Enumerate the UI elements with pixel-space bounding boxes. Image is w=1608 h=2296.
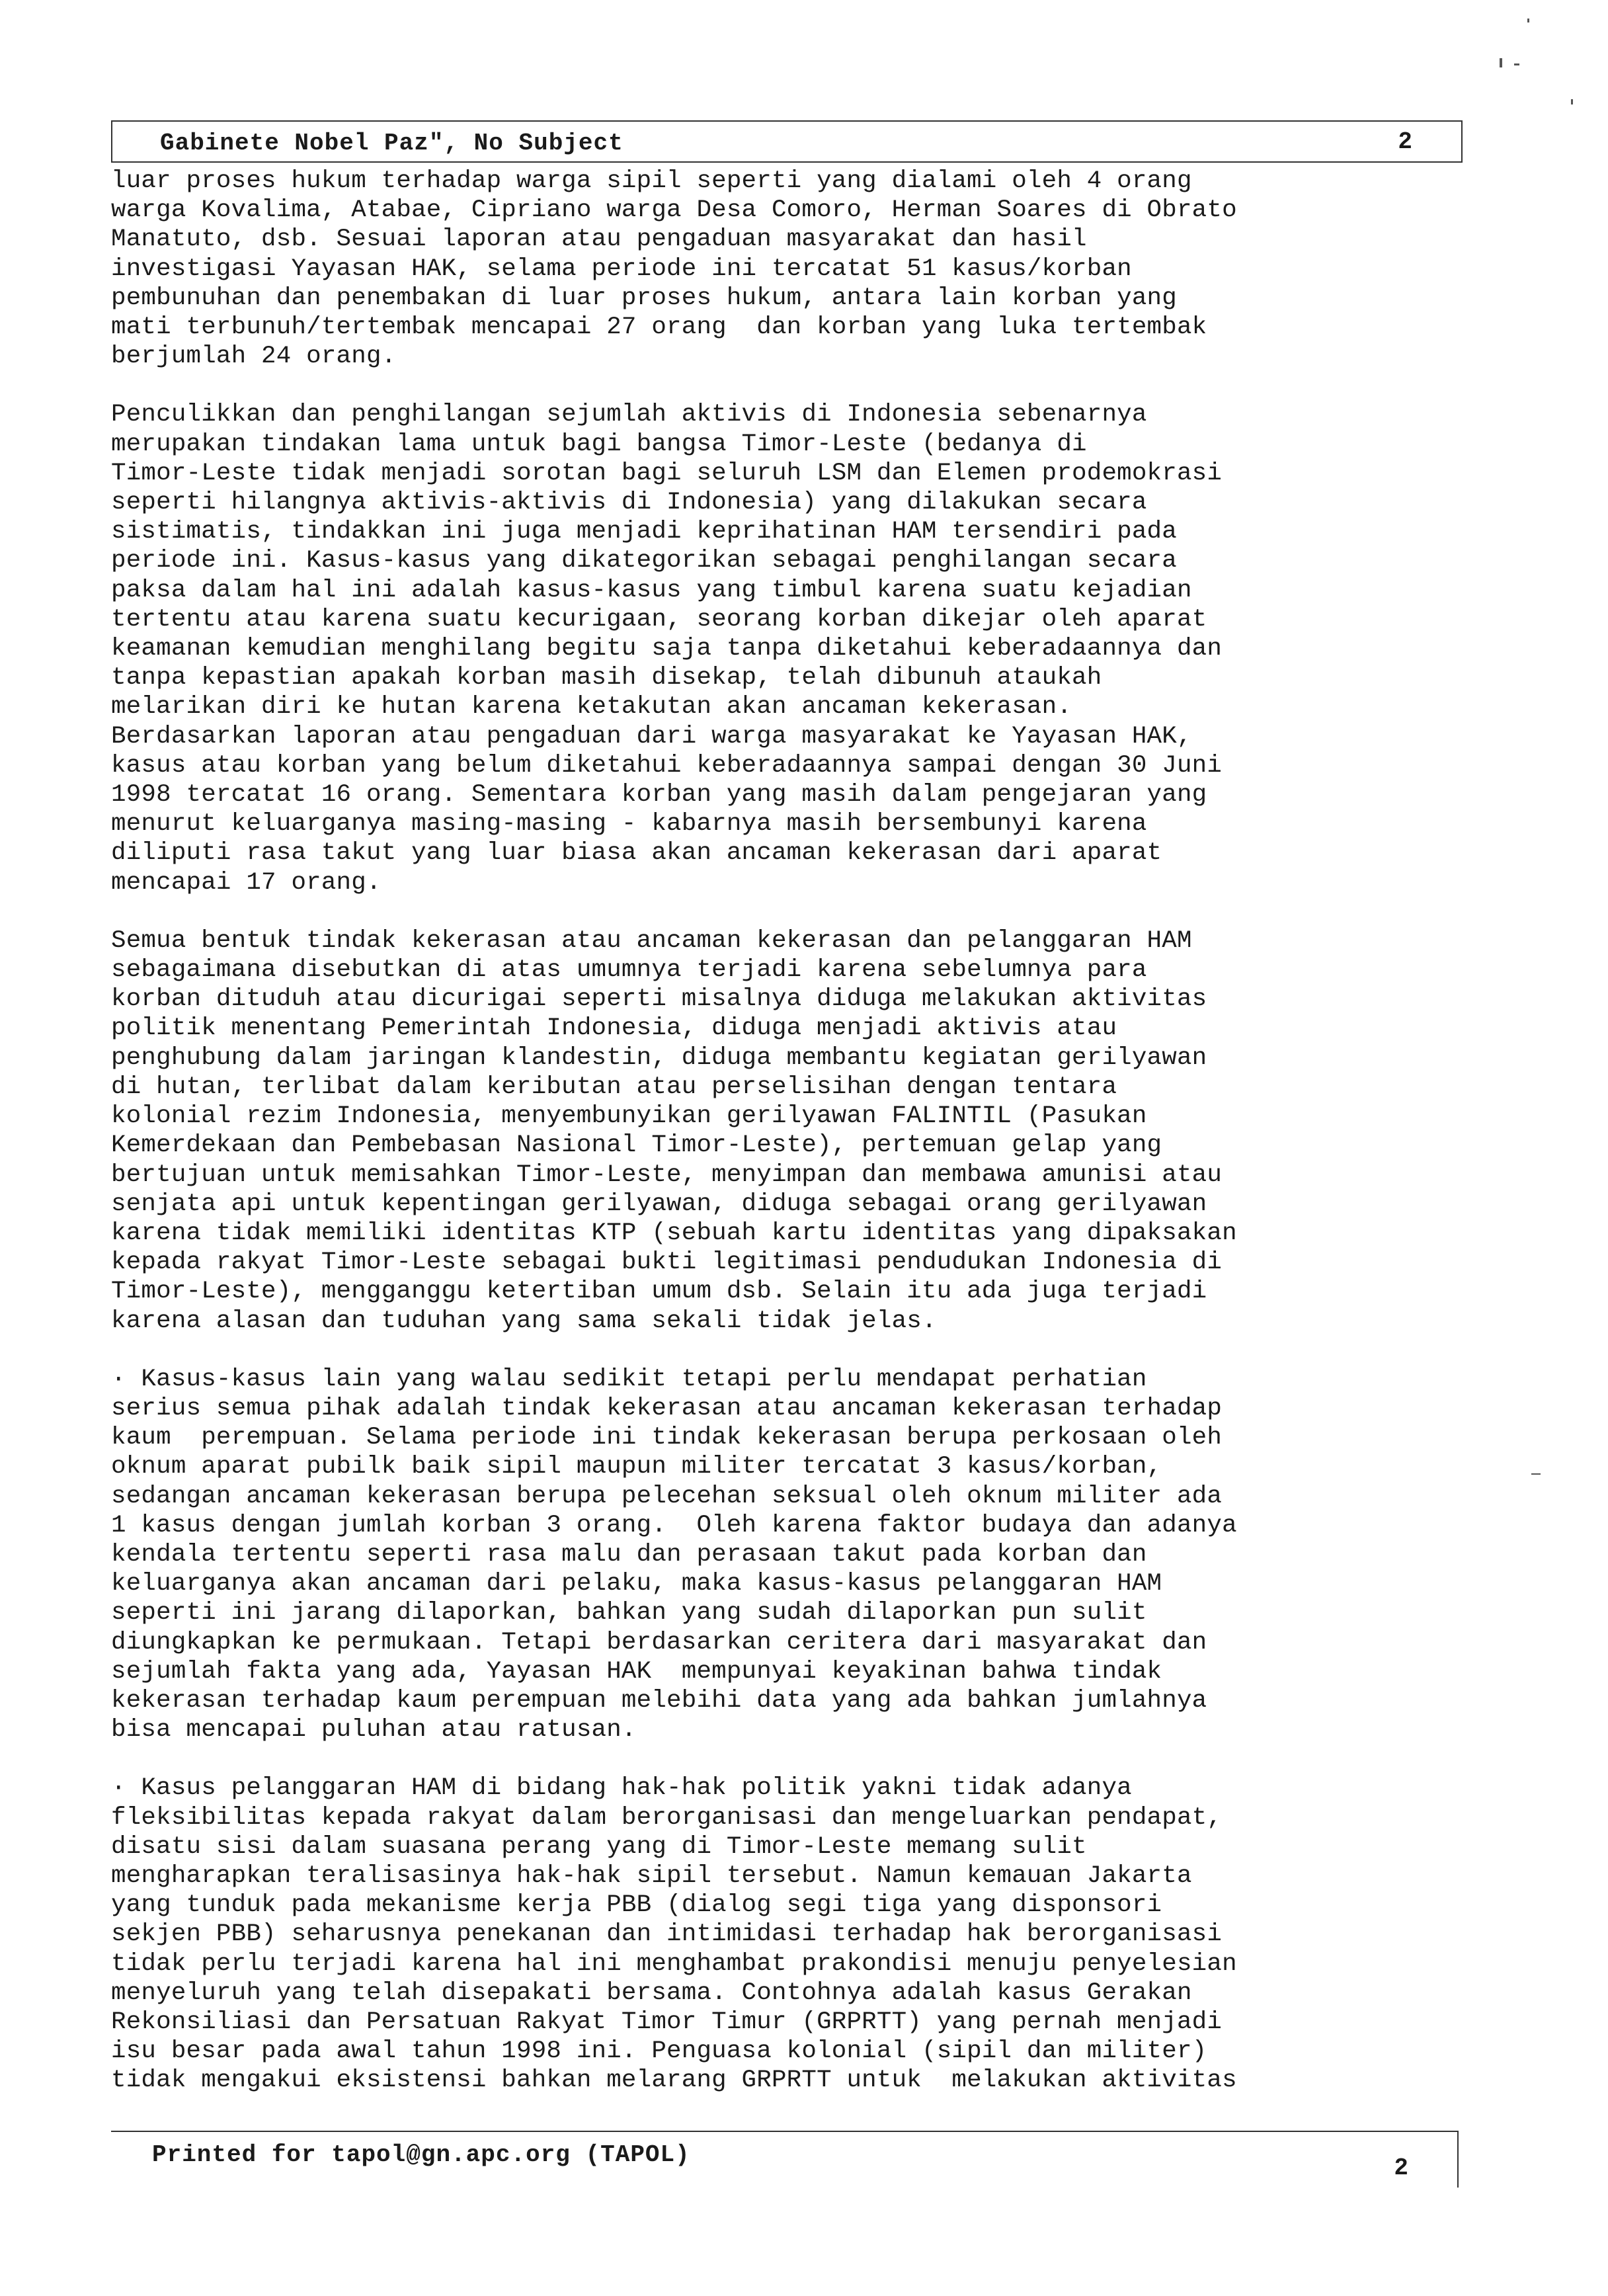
text-line: diungkapkan ke permukaan. Tetapi berdasarkan ceritera dari masyarakat dan [111,1628,1207,1657]
text-line: bertujuan untuk memisahkan Timor-Leste, menyimpan dan membawa amunisi atau [111,1161,1223,1189]
text-line: Manatuto, dsb. Sesuai laporan atau pengaduan masyarakat dan hasil [111,226,1087,254]
header-title: Gabinete Nobel Paz", No Subject [160,130,623,157]
text-line: tidak perlu terjadi karena hal ini menghambat prakondisi menuju penyelesian [111,1949,1237,1978]
text-line: diliputi rasa takut yang luar biasa akan ancaman kekerasan dari aparat [111,839,1162,868]
text-line: sekjen PBB) seharusnya penekanan dan intimidasi terhadap hak berorganisasi [111,1920,1223,1949]
text-line: pembunuhan dan penembakan di luar proses hukum, antara lain korban yang [111,284,1177,312]
text-line: seperti hilangnya aktivis-aktivis di Indonesia) yang dilakukan secara [111,489,1147,517]
text-line: isu besar pada awal tahun 1998 ini. Penguasa kolonial (sipil dan militer) [111,2037,1207,2066]
paragraph [111,167,1486,371]
text-line: senjata api untuk kepentingan gerilyawan, diduga sebagai orang gerilyawan [111,1190,1207,1218]
page-header [111,120,1463,163]
text-line: Kemerdekaan dan Pembebasan Nasional Timor-Leste), pertemuan gelap yang [111,1131,1162,1160]
text-line: kaum perempuan. Selama periode ini tindak kekerasan berupa perkosaan oleh [111,1424,1223,1452]
scan-speck [1571,99,1573,104]
text-line: disatu sisi dalam suasana perang yang di Timor-Leste memang sulit [111,1832,1087,1861]
text-line: politik menentang Pemerintah Indonesia, diduga menjadi aktivis atau [111,1014,1117,1043]
text-line: serius semua pihak adalah tindak kekerasan atau ancaman kekerasan terhadap [111,1394,1223,1422]
paragraph [111,1774,1486,2095]
text-line: kolonial rezim Indonesia, menyembunyikan gerilyawan FALINTIL (Pasukan [111,1102,1147,1131]
text-line: luar proses hukum terhadap warga sipil seperti yang dialami oleh 4 orang [111,167,1192,195]
text-line: bisa mencapai puluhan atau ratusan. [111,1716,637,1744]
text-line: mencapai 17 orang. [111,868,382,897]
text-line: keluarganya akan ancaman dari pelaku, maka kasus-kasus pelanggaran HAM [111,1570,1162,1598]
page-footer [111,2131,1459,2188]
text-line: sebagaimana disebutkan di atas umumnya terjadi karena sebelumnya para [111,956,1147,985]
text-line: · Kasus-kasus lain yang walau sedikit tetapi perlu mendapat perhatian [111,1365,1147,1393]
footer-printed-for: Printed for tapol@gn.apc.org (TAPOL) [152,2141,690,2168]
text-line: Timor-Leste tidak menjadi sorotan bagi seluruh LSM dan Elemen prodemokrasi [111,459,1223,487]
text-line: periode ini. Kasus-kasus yang dikategorikan sebagai penghilangan secara [111,547,1177,575]
text-line: mengharapkan teralisasinya hak-hak sipil tersebut. Namun kemauan Jakarta [111,1862,1192,1890]
text-line: tanpa kepastian apakah korban masih disekap, telah dibunuh ataukah [111,664,1102,692]
text-line: Timor-Leste), mengganggu ketertiban umum dsb. Selain itu ada juga terjadi [111,1278,1207,1306]
text-line: korban dituduh atau dicurigai seperti misalnya diduga melakukan aktivitas [111,985,1207,1014]
text-line: kendala tertentu seperti rasa malu dan perasaan takut pada korban dan [111,1540,1147,1569]
text-line: tidak mengakui eksistensi bahkan melarang GRPRTT untuk melakukan aktivitas [111,2067,1237,2095]
body-text [111,167,1486,2125]
text-line: merupakan tindakan lama untuk bagi bangsa Timor-Leste (bedanya di [111,430,1087,458]
text-line: kasus atau korban yang belum diketahui keberadaannya sampai dengan 30 Juni [111,751,1223,780]
scan-speck [1514,63,1519,65]
text-line: warga Kovalima, Atabae, Cipriano warga Desa Comoro, Herman Soares di Obrato [111,196,1237,225]
text-line: sejumlah fakta yang ada, Yayasan HAK mempunyai keyakinan bahwa tindak [111,1657,1162,1686]
paragraph [111,400,1486,897]
footer-page-number: 2 [1394,2154,1408,2182]
text-line: karena tidak memiliki identitas KTP (sebuah kartu identitas yang dipaksakan [111,1219,1237,1247]
text-line: menurut keluarganya masing-masing - kabarnya masih bersembunyi karena [111,810,1147,839]
text-line: oknum aparat pubilk baik sipil maupun militer tercatat 3 kasus/korban, [111,1453,1162,1481]
text-line: penghubung dalam jaringan klandestin, diduga membantu kegiatan gerilyawan [111,1044,1207,1072]
text-line: menyeluruh yang telah disepakati bersama. Contohnya adalah kasus Gerakan [111,1979,1192,2007]
scan-speck [1500,58,1502,67]
text-line: paksa dalam hal ini adalah kasus-kasus yang timbul karena suatu kejadian [111,576,1192,604]
text-line: Berdasarkan laporan atau pengaduan dari warga masyarakat ke Yayasan HAK, [111,722,1192,751]
text-line: seperti ini jarang dilaporkan, bahkan yang sudah dilaporkan pun sulit [111,1599,1147,1627]
text-line: investigasi Yayasan HAK, selama periode ini tercatat 51 kasus/korban [111,255,1132,283]
text-line: Semua bentuk tindak kekerasan atau ancaman kekerasan dan pelanggaran HAM [111,926,1192,955]
text-line: kepada rakyat Timor-Leste sebagai bukti legitimasi pendudukan Indonesia di [111,1249,1223,1277]
scan-speck [1531,1473,1541,1475]
text-line: di hutan, terlibat dalam keributan atau perselisihan dengan tentara [111,1073,1117,1101]
text-line: · Kasus pelanggaran HAM di bidang hak-hak politik yakni tidak adanya [111,1774,1132,1803]
text-line: sistimatis, tindakkan ini juga menjadi keprihatinan HAM tersendiri pada [111,518,1177,546]
text-line: berjumlah 24 orang. [111,343,397,371]
scan-speck [1527,19,1529,22]
text-line: karena alasan dan tuduhan yang sama sekali tidak jelas. [111,1307,937,1335]
text-line: Rekonsiliasi dan Persatuan Rakyat Timor Timur (GRPRTT) yang pernah menjadi [111,2008,1223,2036]
text-line: tertentu atau karena suatu kecurigaan, seorang korban dikejar oleh aparat [111,605,1207,634]
text-line: melarikan diri ke hutan karena ketakutan akan ancaman kekerasan. [111,693,1072,721]
paragraph [111,926,1486,1336]
text-line: fleksibilitas kepada rakyat dalam berorganisasi dan mengeluarkan pendapat, [111,1803,1223,1832]
header-page-number: 2 [1398,128,1412,155]
text-line: sedangan ancaman kekerasan berupa pelecehan seksual oleh oknum militer ada [111,1482,1223,1510]
paragraph [111,1365,1486,1745]
text-line: keamanan kemudian menghilang begitu saja tanpa diketahui keberadaannya dan [111,635,1223,663]
text-line: yang tunduk pada mekanisme kerja PBB (dialog segi tiga yang disponsori [111,1891,1162,1920]
text-line: Penculikkan dan penghilangan sejumlah aktivis di Indonesia sebenarnya [111,401,1147,429]
text-line: 1 kasus dengan jumlah korban 3 orang. Oleh karena faktor budaya dan adanya [111,1511,1237,1539]
text-line: 1998 tercatat 16 orang. Sementara korban yang masih dalam pengejaran yang [111,781,1207,809]
text-line: kekerasan terhadap kaum perempuan melebihi data yang ada bahkan jumlahnya [111,1686,1207,1715]
text-line: mati terbunuh/tertembak mencapai 27 orang dan korban yang luka tertembak [111,313,1207,342]
